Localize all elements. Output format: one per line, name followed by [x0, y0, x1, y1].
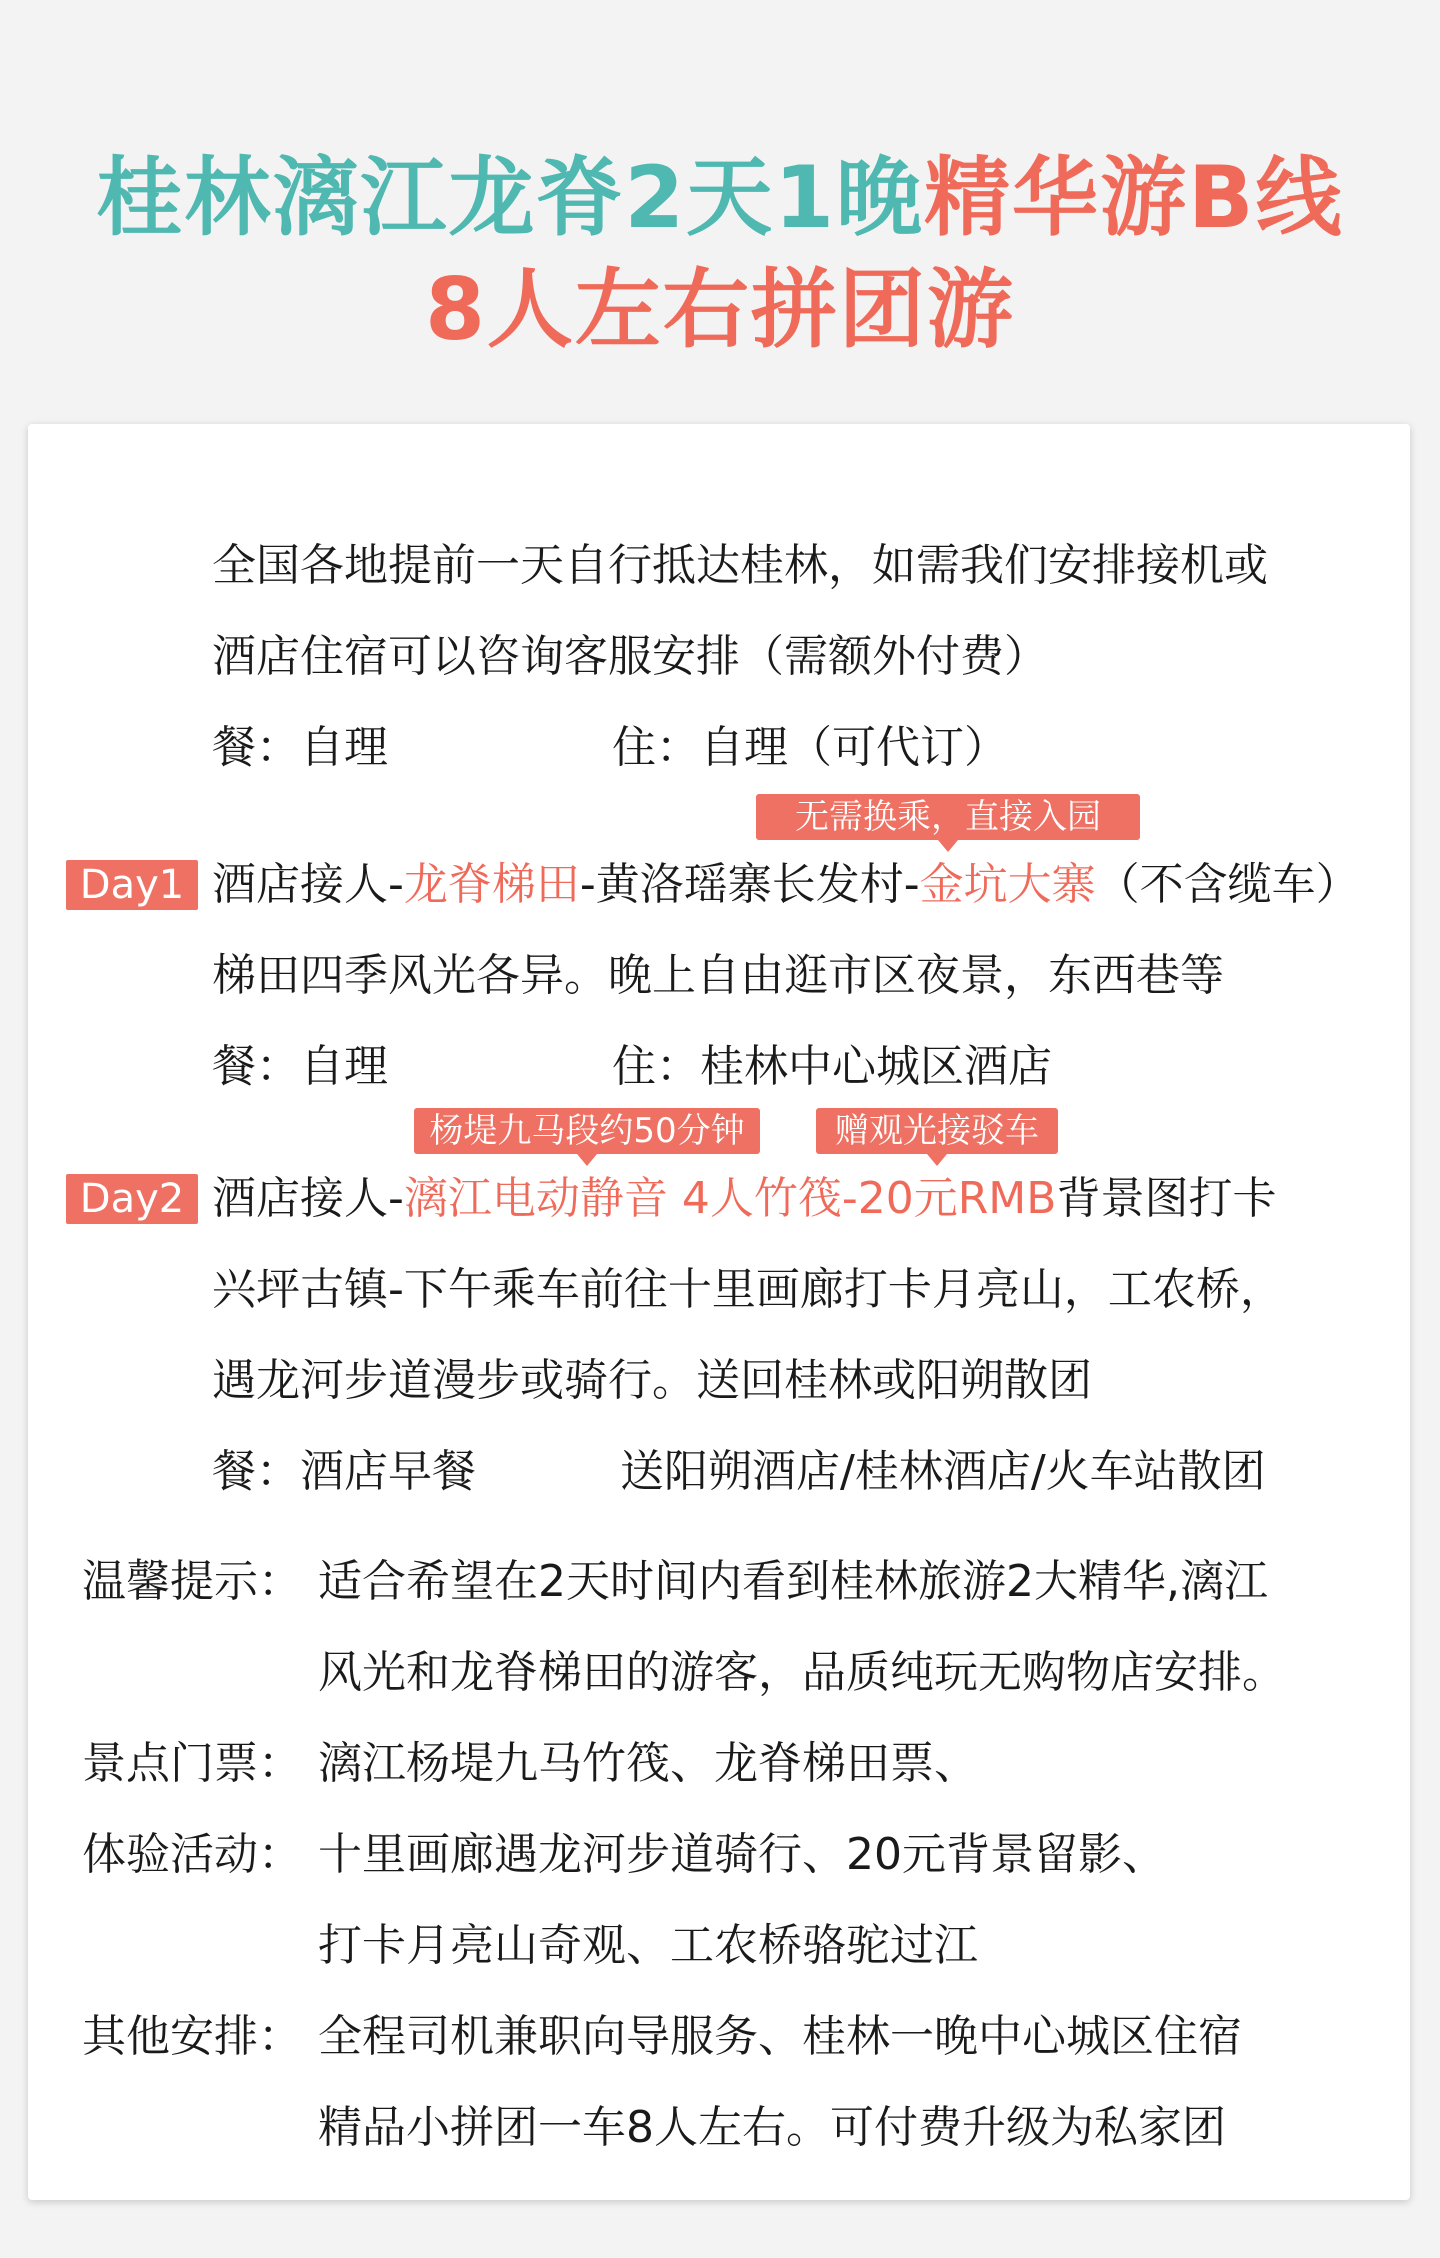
- day1-line-2: 梯田四季风光各异。晚上自由逛市区夜景，东西巷等: [212, 950, 1224, 1001]
- tips-line-2: 风光和龙脊梯田的游客，品质纯玩无购物店安排。: [318, 1647, 1286, 1698]
- day2-route-end: 背景图打卡: [1056, 1173, 1277, 1224]
- page-title: [0, 128, 1440, 252]
- day1-route-highlight-1: 龙脊梯田: [403, 859, 580, 910]
- day1-route-start: 酒店接人-: [212, 859, 404, 910]
- day1-note-text: 无需换乘，直接入园: [795, 797, 1101, 837]
- day1-meal: 餐：自理: [212, 1041, 388, 1092]
- tickets-line-1: 漓江杨堤九马竹筏、龙脊梯田票、: [318, 1738, 978, 1789]
- activities-line-1: 十里画廊遇龙河步道骑行、20元背景留影、: [318, 1829, 1166, 1880]
- title-coral-part: 精华游B线: [924, 148, 1344, 248]
- day2-stay: 送阳朔酒店/桂林酒店/火车站散团: [620, 1446, 1266, 1497]
- day2-line-3: 遇龙河步道漫步或骑行。送回桂林或阳朔散团: [212, 1355, 1092, 1406]
- tips-line-1: 适合希望在2天时间内看到桂林旅游2大精华,漓江: [318, 1556, 1268, 1607]
- itinerary-card: [28, 424, 1410, 2200]
- intro-line-2: 酒店住宿可以咨询客服安排（需额外付费）: [212, 631, 1048, 682]
- intro-meal: 餐：自理: [212, 722, 388, 773]
- title-teal-part: 桂林漓江龙脊2天1晚: [96, 148, 925, 248]
- day2-note-bubble-1: [414, 1108, 760, 1154]
- tickets-label: 景点门票：: [82, 1738, 302, 1789]
- intro-line-1: 全国各地提前一天自行抵达桂林，如需我们安排接机或: [212, 540, 1268, 591]
- page-subtitle: 8人左右拼团游: [425, 260, 1015, 360]
- day1-note-bubble: [756, 794, 1140, 840]
- day2-note-text-1: 杨堤九马段约50分钟: [429, 1111, 745, 1151]
- other-label: 其他安排：: [82, 2011, 302, 2062]
- day1-route: [212, 857, 1360, 913]
- day2-meal: 餐：酒店早餐: [212, 1446, 476, 1497]
- day2-line-2: 兴坪古镇-下午乘车前往十里画廊打卡月亮山，工农桥，: [212, 1264, 1284, 1315]
- activities-line-2: 打卡月亮山奇观、工农桥骆驼过江: [318, 1920, 978, 1971]
- day2-route-highlight: 漓江电动静音 4人竹筏-20元RMB: [403, 1173, 1057, 1224]
- day2-tag: Day2: [66, 1174, 198, 1224]
- tips-label: 温馨提示：: [82, 1556, 302, 1607]
- intro-stay: 住：自理（可代订）: [612, 722, 1008, 773]
- day2-note-bubble-2: [816, 1108, 1058, 1154]
- day1-stay: 住：桂林中心城区酒店: [612, 1041, 1052, 1092]
- day1-tag: Day1: [66, 860, 198, 910]
- day2-route: [212, 1171, 1276, 1227]
- day1-route-highlight-2: 金坑大寨: [919, 859, 1096, 910]
- other-line-2: 精品小拼团一车8人左右。可付费升级为私家团: [318, 2102, 1226, 2153]
- day1-route-end: （不含缆车）: [1095, 859, 1360, 910]
- activities-label: 体验活动：: [82, 1829, 302, 1880]
- other-line-1: 全程司机兼职向导服务、桂林一晚中心城区住宿: [318, 2011, 1242, 2062]
- day1-route-middle: -黄洛瑶寨长发村-: [579, 859, 920, 910]
- day2-note-text-2: 赠观光接驳车: [835, 1111, 1039, 1151]
- day2-route-start: 酒店接人-: [212, 1173, 404, 1224]
